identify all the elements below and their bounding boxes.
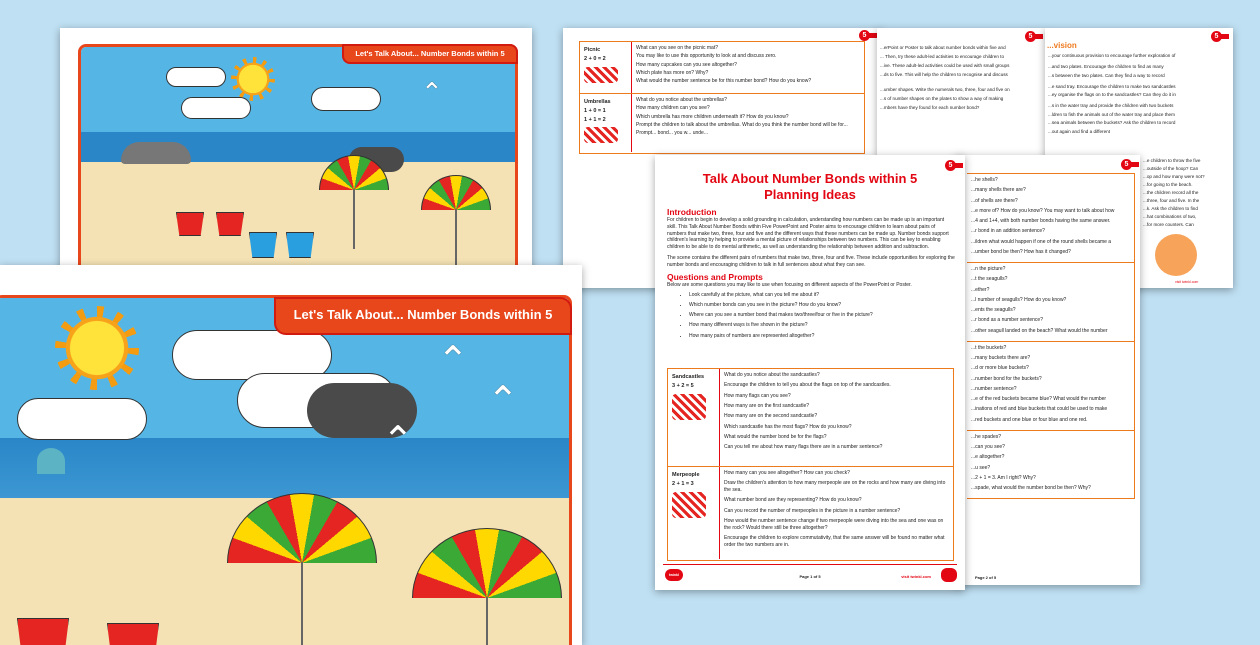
prompts-table [667,368,954,561]
question-item: • Where can you see a number bond that makes two/three/four or five in the picture? [689,312,955,319]
prompt: What number bond are they representing? How do you know? [724,497,862,504]
seagull: ⌃ [382,420,414,462]
row-label: Umbrellas [584,99,611,105]
text-line: ...your continuous provision to encourage further exploration of [1048,53,1176,58]
row-label-cell [668,369,720,466]
prompt: ...ents the seagulls? [971,307,1016,313]
cloud [311,87,381,111]
table-row [967,262,1134,341]
prompt: ...e of the red buckets became blue? What would the number [971,396,1107,402]
bucket [17,618,69,645]
text-line: ...e children to throw the five [1143,158,1201,163]
prompt: Prompt the children to talk about the umbrellas. What do you think the number bond will be for... [636,122,848,129]
text-line: ...and two plates. Encourage the children to find as many [1048,64,1164,69]
poster-front [0,265,582,645]
intro-paragraph: For children to begin to develop a solid grounding in calculation, understanding how numbers can be made up is an important skill. This Talk About Number Bonds within Five PowerPoint and Poster aims to encourage children to learn about pairs of numbers that make two, three, four and five and the different ways that these numbers can be made up. Number bonds support children's learning by helping to provide a mental picture of relationships between two numbers. This can be key to enabling children to be able to do mental arithmetic, as well as understanding the relationship between addition and subtraction. [667,217,949,250]
table-row [967,341,1134,430]
text-line: ...umber shapes. Write the numerals two, three, four and five on [880,86,1010,92]
prompt: Encourage the children to tell you about the flags on top of the sandcastles. [724,382,891,389]
text-line: ...ds to five. This will help the children to recognise and discuss [880,71,1008,77]
prompt: What do you notice about the umbrellas? [636,97,727,103]
cloud [17,398,147,440]
page-badge: 5 [1121,159,1132,170]
doc-title: Talk About Number Bonds within 5 Planning Ideas [702,171,918,202]
number-bond: 1 + 1 = 2 [584,116,606,123]
prompts-cell [632,42,864,90]
prompt: ...e more of? How do you know? You may want to talk about how [971,207,1115,214]
prompt: What would the number bond be for the flags? [724,434,827,441]
row-label-cell [580,94,632,152]
planning-doc-page-intro [877,28,1045,158]
prompt: ...of shells are there? [971,197,1018,204]
question-item: • Look carefully at the picture, what can you tell me about it? [689,292,955,299]
prompt: ...ildren what would happen if one of the round shells became a [971,238,1112,245]
text-line: ...op and how many were not? [1143,174,1205,179]
prompt: ...d or more blue buckets? [971,365,1029,372]
prompt: ...he spades? [971,433,1002,440]
seagull: ⌃ [421,77,443,107]
prompt: What do you notice about the sandcastles? [724,372,820,378]
text-line: ...outside of the hoop? Can [1143,166,1199,171]
poster-back [60,28,532,278]
prompt: Which plate has more on? Why? [636,70,709,77]
prompt: ...r bond as a number sentence? [971,317,1043,324]
prompts-cell [720,369,953,458]
page-number: Page 1 of 5 [799,574,821,579]
text-line: ...s of number shapes on the plates to show a way of making [880,95,1004,101]
page-badge: 5 [859,30,870,41]
number-bond: 1 + 0 = 1 [584,107,606,114]
question-item: • How many pairs of numbers are represented altogether? [689,333,955,340]
page-badge: 5 [1025,31,1036,42]
question-item: • How many different ways is five shown in the picture? [689,322,955,329]
number-bond: 2 + 1 = 3 [672,480,694,487]
question-item: • Which number bonds can you see in the picture? How do you know? [689,302,955,309]
table-row [580,42,864,93]
prompt: ...n the picture? [971,266,1006,272]
planning-doc-page-2 [955,155,1140,585]
row-label-cell [668,467,720,559]
prompt: ...r bond in an addition sentence? [971,228,1045,235]
row-label: Merpeople [672,472,700,478]
text-line: ... Then, try these adult-led activities to encourage children to [880,53,1005,59]
prompt: ...umber bond be then? How has it changed? [971,248,1071,255]
prompts-cell [632,94,864,142]
text-line: ...three, four and five. In the [1143,198,1200,203]
prompt: How many are on the first sandcastle? [724,403,810,410]
number-bond: 3 + 2 = 5 [672,382,694,389]
sun-icon [231,57,275,101]
text-line: ...ldren to fish the animals out of the water tray and place them [1048,111,1175,117]
prompt: You may like to use this opportunity to look at and discuss zero. [636,53,777,60]
prompt: How many cupcakes can you see altogether? [636,61,737,68]
cloud [181,97,251,119]
sandcastle-illustration [1155,234,1197,276]
table-row [668,466,953,559]
row-illustration [672,394,706,420]
prompt: ...e altogether? [971,454,1005,461]
prompt: How many can you see altogether? How can you check? [724,470,850,476]
row-illustration [584,127,618,143]
text-line: ...k. Ask the children to find [1143,206,1198,211]
table-row [967,174,1134,262]
prompt: Can you record the number of merpeoples in the picture in a number sentence? [724,507,901,514]
prompt: ...other seagull landed on the beach? What would the number [971,327,1108,334]
table-row [668,369,953,466]
prompt: ...number bond for the buckets? [971,375,1042,382]
page-badge: 5 [1211,31,1222,42]
prompt: ...inations of red and blue buckets that could be used to make [971,406,1108,413]
poster-back-banner: Let's Talk About... Number Bonds within 5 [342,44,518,64]
seagull: ⌃ [487,380,519,422]
poster-front-banner: Let's Talk About... Number Bonds within 5 [274,297,572,335]
questions-intro: Below are some questions you may like to use when focusing on different aspects of the PowerPoint or Poster. [667,282,912,289]
text-line: ...the children record all the [1143,190,1199,195]
row-label: Picnic [584,47,601,53]
text-line: ...e sand tray. Encourage the children to make two sandcastles [1048,83,1176,89]
sun-icon [55,306,139,390]
bucket [216,212,244,236]
prompt: ...l number of seagulls? How do you know? [971,296,1067,303]
prompt: What can you see on the picnic mat? [636,45,718,51]
text-line: ...ey organise the flags on to the sandcastles? Can they do it in [1048,92,1176,97]
text-line: ...s between the two plates. Can they find a way to record [1048,72,1165,78]
text-line: ...erPoint or Poster to talk about number bonds within five and [880,45,1006,50]
text-line: ...mbers have they found for each number bond? [880,104,980,110]
text-line: ...out again and find a different [1048,128,1110,134]
prompt: Draw the children's attention to how many merpeople are on the rocks and how many are diving into the sea. [724,480,946,494]
prompt: ...2 + 1 = 3. Am I right? Why? [971,474,1036,481]
table-row [580,93,864,152]
poster-front-scene [0,295,572,645]
intro-heading: Introduction [667,207,717,217]
bucket [107,623,159,645]
prompt: ...red buckets and one blue or four blue and one red. [971,416,1088,423]
row-illustration [584,67,618,83]
prompt: ...ether? [971,286,990,293]
row-label-cell [580,42,632,93]
prompts-cell [720,467,953,555]
prompt: What would the number sentence be for this number bond? How do you know? [636,78,812,85]
prompt: ...he shells? [971,177,998,183]
page-badge: 5 [945,160,956,171]
text-line: ...for going to the beach. [1143,182,1193,187]
poster-back-scene [78,44,518,278]
prompt: ...4 and 1+4, with both number bonds having the same answer. [971,218,1111,224]
prompt: How many children can you see? [636,105,710,112]
twinkl-badge [941,568,957,582]
prompt: ...u see? [971,464,991,471]
doc-footer [663,564,957,584]
prompt: ...t the seagulls? [971,276,1008,283]
page-number: Page 2 of 5 [975,575,997,580]
bucket [286,232,314,258]
cloud [166,67,226,87]
text-line: ...s in the water tray and provide the children with two buckets [1048,103,1174,108]
table-row [967,430,1134,499]
prompts-table [967,173,1135,499]
section-heading: ...vision [1047,41,1077,50]
mermaid-tail [37,448,65,474]
seagull: ⌃ [437,340,469,382]
text-line: ...hat combinations of two, [1143,214,1197,219]
text-line: ...sea animals between the buckets? Ask the children to record [1048,120,1176,125]
questions-heading: Questions and Prompts [667,272,763,283]
intro-paragraph: The scene contains the different pairs of numbers that make two, three, four and five. These include opportunities for exploring the number bonds and encouraging children to talk in full sentences about what they can see. [667,254,955,268]
prompt: ...spade, what would the number bond be then? Why? [971,485,1091,491]
twinkl-logo: twinkl [665,569,683,581]
row-illustration [672,492,706,518]
text-line: ...ive. These adult-led activities could be used with small groups [880,62,1010,68]
text-line: ...for more counters. Can [1143,222,1194,227]
rock [121,142,191,164]
prompts-table [579,41,865,154]
footer-url[interactable]: visit twinkl.com [901,574,931,579]
prompt: ...many shells there are? [971,187,1026,194]
footer-url[interactable]: visit twinkl.com [1175,280,1199,284]
prompt: How many flags can you see? [724,392,791,399]
prompt: Can you tell me about how many flags there are in a number sentence? [724,444,883,451]
prompt: ...many buckets there are? [971,355,1031,361]
prompt: ...number sentence? [971,385,1017,392]
bucket [176,212,204,236]
prompt: Which sandcastle has the most flags? How do you know? [724,423,852,430]
prompt: How many are on the second sandcastle? [724,413,818,420]
prompt: How would the number sentence change if two merpeople were diving into the sea and one was on the rock? Would there still be three altogether? [724,518,944,531]
prompt: Prompt... bond... you w... unde... [636,130,708,137]
prompt: ...can you see? [971,444,1005,450]
prompt: ...t the buckets? [971,344,1007,351]
prompt: Encourage the children to explore commutativity, that the same answer will be found no matter what order the two numbers are in. [724,535,945,548]
question-list [667,292,955,339]
row-label: Sandcastles [672,374,705,380]
prompt: Which umbrella has more children underneath it? How do you know? [636,113,789,120]
planning-doc-page-1 [655,155,965,590]
bucket [249,232,277,258]
number-bond: 2 + 0 = 2 [584,55,606,62]
